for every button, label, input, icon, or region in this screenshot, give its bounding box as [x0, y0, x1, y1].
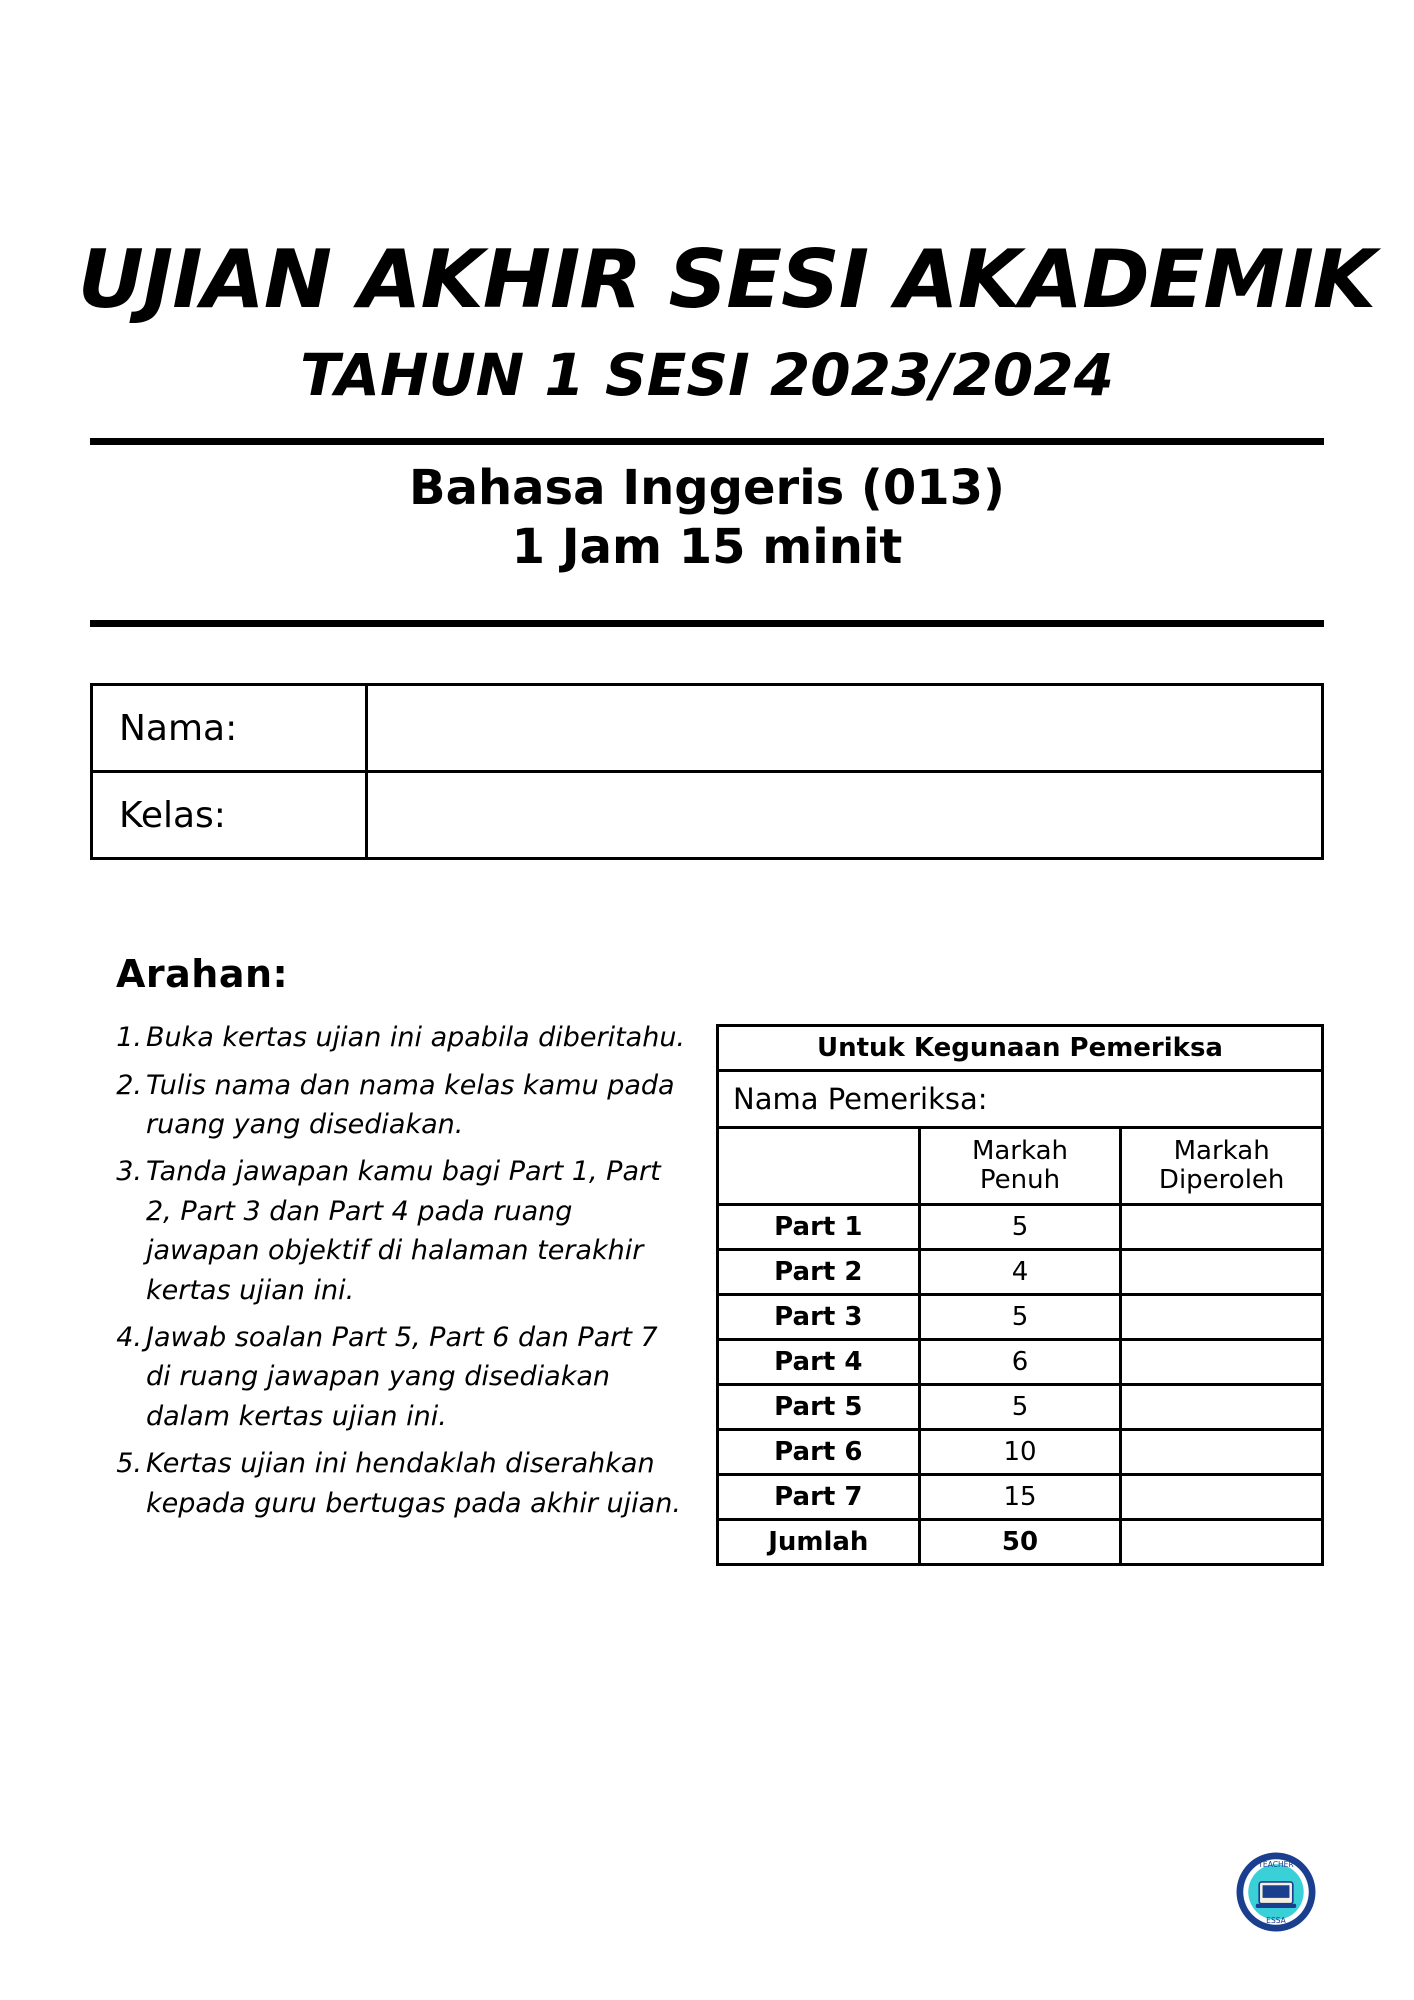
total-label: Jumlah	[718, 1520, 920, 1565]
table-row	[718, 1340, 1323, 1385]
list-item-number: 5.	[116, 1448, 142, 1480]
table-row	[718, 1385, 1323, 1430]
part-full-marks: 10	[919, 1430, 1121, 1475]
title-block	[77, 233, 1376, 409]
part-full-marks: 4	[919, 1250, 1121, 1295]
part-label: Part 5	[718, 1385, 920, 1430]
class-field[interactable]	[367, 772, 1323, 859]
instructions-heading: Arahan:	[116, 952, 289, 997]
identity-table	[90, 683, 1324, 860]
part-label: Part 7	[718, 1475, 920, 1520]
part-obtained-marks[interactable]	[1121, 1205, 1323, 1250]
list-item	[108, 1444, 690, 1523]
part-full-marks: 5	[919, 1385, 1121, 1430]
table-row	[92, 772, 1323, 859]
table-row	[92, 685, 1323, 772]
exam-title: UJIAN AKHIR SESI AKADEMIK	[77, 233, 1376, 326]
divider-top	[90, 438, 1324, 445]
part-label: Part 1	[718, 1205, 920, 1250]
name-field[interactable]	[367, 685, 1323, 772]
part-full-marks: 6	[919, 1340, 1121, 1385]
table-row	[718, 1430, 1323, 1475]
part-obtained-marks[interactable]	[1121, 1250, 1323, 1295]
table-row	[718, 1205, 1323, 1250]
list-item-text: Jawab soalan Part 5, Part 6 dan Part 7 di ruang jawapan yang disediakan dalam kertas ujian ini.	[146, 1321, 658, 1432]
part-obtained-marks[interactable]	[1121, 1430, 1323, 1475]
part-label: Part 4	[718, 1340, 920, 1385]
marks-table	[716, 1024, 1324, 1566]
list-item-text: Tanda jawapan kamu bagi Part 1, Part 2, Part 3 dan Part 4 pada ruang jawapan objektif di halaman terakhir kertas ujian ini.	[146, 1156, 661, 1306]
class-label: Kelas:	[92, 772, 367, 859]
column-header-obtained-marks: Markah Diperoleh	[1121, 1128, 1323, 1205]
list-item-number: 3.	[116, 1156, 142, 1188]
duration-line: 1 Jam 15 minit	[511, 518, 903, 575]
table-row	[718, 1295, 1323, 1340]
marks-section	[716, 1018, 1324, 1566]
total-row	[718, 1520, 1323, 1565]
examiner-name-field[interactable]: Nama Pemeriksa:	[718, 1071, 1323, 1128]
total-full-marks: 50	[919, 1520, 1121, 1565]
marks-title-row	[718, 1026, 1323, 1071]
subject-line: Bahasa Inggeris (013)	[409, 460, 1005, 516]
paper-info	[90, 445, 1324, 586]
list-item-text: Tulis nama dan nama kelas kamu pada ruang yang disediakan.	[146, 1069, 675, 1140]
instructions-list	[90, 1018, 690, 1531]
part-full-marks: 5	[919, 1295, 1121, 1340]
table-row	[718, 1475, 1323, 1520]
lower-section	[90, 1018, 1324, 1566]
part-label: Part 2	[718, 1250, 920, 1295]
list-item-text: Buka kertas ujian ini apabila diberitahu.	[146, 1022, 686, 1054]
marks-table-title: Untuk Kegunaan Pemeriksa	[718, 1026, 1323, 1071]
list-item-text: Kertas ujian ini hendaklah diserahkan kepada guru bertugas pada akhir ujian.	[146, 1448, 681, 1519]
list-item	[108, 1066, 690, 1145]
exam-subtitle: TAHUN 1 SESI 2023/2024	[300, 341, 1114, 409]
part-obtained-marks[interactable]	[1121, 1295, 1323, 1340]
examiner-row	[718, 1071, 1323, 1128]
part-obtained-marks[interactable]	[1121, 1340, 1323, 1385]
table-row	[718, 1250, 1323, 1295]
list-item-number: 4.	[116, 1321, 142, 1353]
list-item-number: 2.	[116, 1069, 142, 1101]
part-label: Part 6	[718, 1430, 920, 1475]
list-item-number: 1.	[116, 1022, 142, 1054]
name-label: Nama:	[92, 685, 367, 772]
divider-bottom	[90, 620, 1324, 627]
svg-text:ESSA: ESSA	[1266, 1916, 1286, 1926]
total-obtained-marks[interactable]	[1121, 1520, 1323, 1565]
teacher-seal-logo-icon	[1234, 1850, 1318, 1934]
list-item	[108, 1318, 690, 1436]
marks-header-row	[718, 1128, 1323, 1205]
part-full-marks: 15	[919, 1475, 1121, 1520]
svg-text:TEACHER: TEACHER	[1258, 1859, 1294, 1869]
part-full-marks: 5	[919, 1205, 1121, 1250]
part-label: Part 3	[718, 1295, 920, 1340]
part-obtained-marks[interactable]	[1121, 1385, 1323, 1430]
column-header-blank	[718, 1128, 920, 1205]
part-obtained-marks[interactable]	[1121, 1475, 1323, 1520]
list-item	[108, 1152, 690, 1310]
column-header-full-marks: Markah Penuh	[919, 1128, 1121, 1205]
list-item	[108, 1018, 690, 1057]
